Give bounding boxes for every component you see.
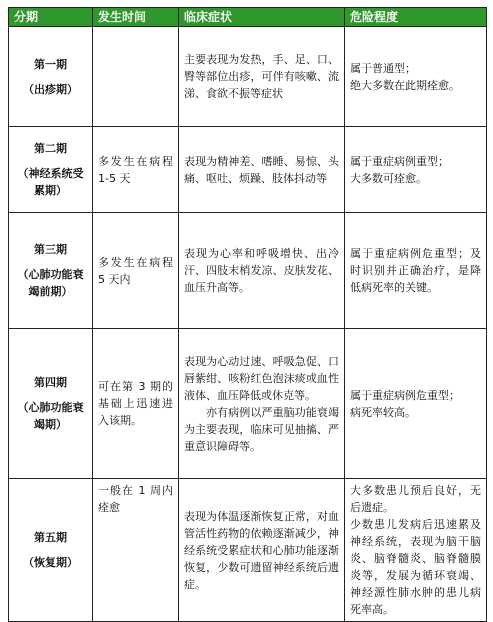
stage-subtitle: （恢复期） — [23, 556, 78, 569]
time-cell: 一般在 1 周内痊愈 — [93, 479, 179, 622]
stage-cell — [9, 213, 93, 329]
stage-subtitle: （出疹期） — [23, 82, 78, 96]
stage-cell — [9, 127, 93, 213]
table-row — [9, 479, 487, 622]
stage-subtitle: （心肺功能衰竭期） — [17, 401, 84, 431]
symptoms-text: 表现为心动过速、呼吸急促、口唇紫绀、咳粉红色泡沫痰或血性液体、血压降低或休克等。 — [184, 354, 339, 402]
stage-name: 第一期 — [34, 57, 67, 71]
symptoms-text: 表现为体温逐渐恢复正常，对血管活性药物的依赖逐渐减少，神经系统受累症状和心肺功能逐渐恢复，少数可遗留神经系统后遗症。 — [184, 509, 339, 591]
danger-cell — [345, 127, 487, 213]
stage-name: 第二期 — [34, 142, 67, 155]
stage-name: 第四期 — [34, 376, 67, 389]
symptoms-cell — [179, 27, 345, 127]
table-row — [9, 27, 487, 127]
danger-text: 大多数患儿预后良好，无后遗症。 — [350, 484, 481, 514]
danger-text: 少数患儿发病后迅速累及神经系统，表现为脑干脑炎、脑脊髓炎、脑脊髓膜炎等，发展为循环衰竭、神经源性肺水肿的患儿病死率高。 — [350, 518, 481, 616]
header-symptoms: 临床症状 — [179, 8, 345, 27]
danger-cell — [345, 213, 487, 329]
stage-name: 第三期 — [34, 243, 67, 256]
time-cell: 多发生在病程 1-5 天 — [93, 127, 179, 213]
stage-name: 第五期 — [34, 531, 67, 544]
time-cell: 多发生在病程 5 天内 — [93, 213, 179, 329]
symptoms-cell — [179, 213, 345, 329]
stage-subtitle: （心肺功能衰竭前期） — [17, 268, 84, 298]
danger-text: 绝大多数在此期痊愈。 — [350, 78, 460, 92]
danger-text: 属于重症病例重型； — [350, 154, 449, 168]
hfmd-stage-table — [8, 7, 487, 622]
symptoms-text: 亦有病例以严重脑功能衰竭为主要表现，临床可见抽搐、严重意识障碍等。 — [184, 405, 339, 453]
table-header-row — [9, 8, 487, 27]
table-row — [9, 329, 487, 479]
time-cell — [93, 27, 179, 127]
header-stage: 分期 — [9, 8, 93, 27]
symptoms-cell — [179, 329, 345, 479]
symptoms-text: 主要表现为发热，手、足、口、臀等部位出疹，可伴有咳嗽、流涕、食欲不振等症状 — [184, 53, 339, 100]
stage-cell — [9, 329, 93, 479]
danger-cell — [345, 27, 487, 127]
table-row — [9, 127, 487, 213]
symptoms-cell — [179, 479, 345, 622]
time-cell: 可在第 3 期的基础上迅速进入该期。 — [93, 329, 179, 479]
stage-cell — [9, 479, 93, 622]
header-time: 发生时间 — [93, 8, 179, 27]
stage-subtitle: （神经系统受累期） — [17, 167, 84, 197]
table-row — [9, 213, 487, 329]
stage-cell — [9, 27, 93, 127]
danger-text: 属于重症病例危重型； — [350, 388, 460, 402]
danger-cell — [345, 329, 487, 479]
danger-text: 属于普通型； — [350, 61, 416, 75]
header-danger: 危险程度 — [345, 8, 487, 27]
symptoms-text: 表现为精神差、嗜睡、易惊、头痛、呕吐、烦躁、肢体抖动等 — [184, 154, 339, 185]
danger-cell — [345, 479, 487, 622]
danger-text: 大多数可痊愈。 — [350, 171, 427, 185]
danger-text: 病死率较高。 — [350, 405, 416, 419]
danger-text: 属于重症病例危重型；及时识别并正确治疗，是降低病死率的关键。 — [350, 247, 481, 294]
symptoms-cell — [179, 127, 345, 213]
symptoms-text: 表现为心率和呼吸增快、出冷汗、四肢末梢发凉、皮肤发花、血压升高等。 — [184, 247, 339, 294]
